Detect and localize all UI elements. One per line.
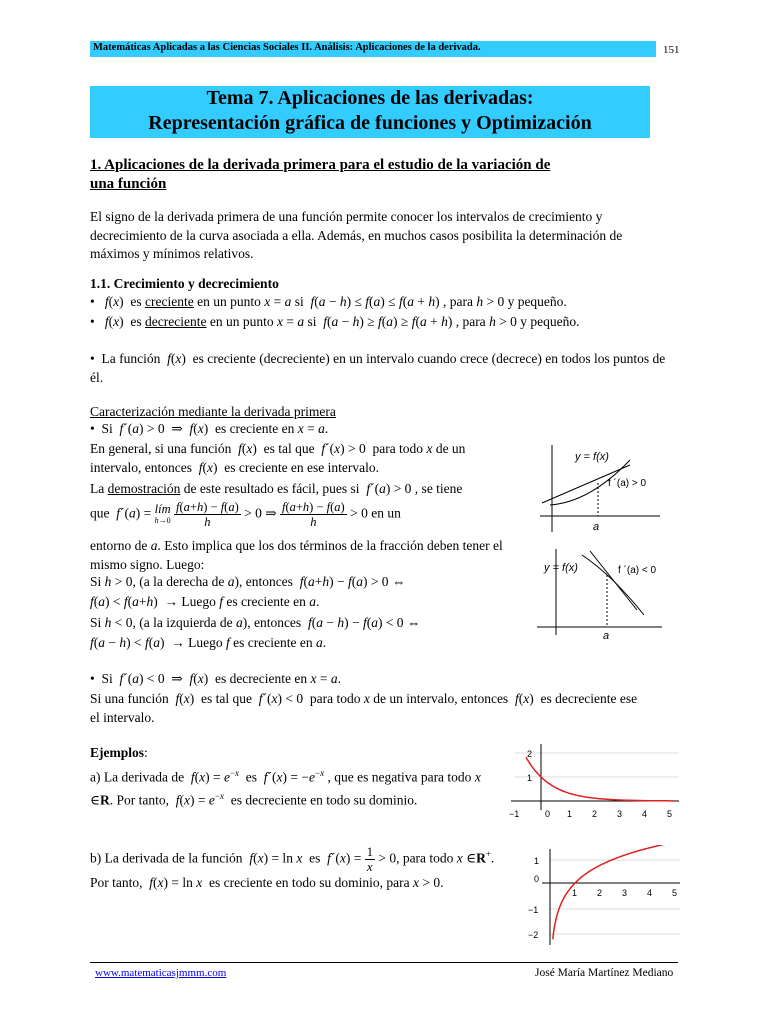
- plot-log-xtick: 3: [622, 888, 628, 898]
- example-a: a) La derivada de $f(x) = e^{-x}$ es f´(x) = $-e^{-x}$ , que es negativa para todo x ∈R. Por tanto, $f(x) = e^{-x}$ es decreciente en todo su dominio.: [90, 768, 481, 808]
- plot-exp-ytick: 1: [527, 773, 533, 783]
- section-heading-line2: una función: [90, 176, 167, 192]
- bullet-creciente: • f(x) es creciente en un punto x = a si f(a − h) ≤ f(a) ≤ f(a + h) , para h > 0 y pequeño.: [90, 294, 567, 309]
- footer-website-link[interactable]: www.matematicasjmmm.com: [95, 967, 227, 979]
- chapter-title-line2: Representación gráfica de funciones y Optimización: [148, 112, 592, 134]
- plot-exp-xtick: 2: [592, 809, 598, 819]
- plot-exp-ytick: 2: [527, 749, 533, 759]
- section-heading: [90, 156, 670, 194]
- examples-heading-label: Ejemplos: [90, 745, 144, 760]
- examples-heading: Ejemplos:: [90, 745, 148, 760]
- fig1-slope-label: f ´(a) > 0: [608, 478, 647, 489]
- rule-negative: • Si f´(a) < 0 ⇒ f(x) es decreciente en x = a.: [90, 671, 342, 686]
- plot-log-xtick: 2: [597, 888, 603, 898]
- demo-text: entorno de a. Esto implica que los dos términos de la fracción deben tener el mismo signo. Luego:: [90, 538, 503, 572]
- example-b: b) La derivada de la función f(x) = ln x es f´(x) = $\frac{1}{x}$ > 0, para todo x ∈R+. Por tanto, f(x) = ln x es creciente en todo su dominio, para x > 0.: [90, 845, 495, 890]
- plot-exp-xtick: 4: [642, 809, 648, 819]
- plot-log: [520, 845, 685, 950]
- subsection-heading: 1.1. Crecimiento y decrecimiento: [90, 276, 279, 291]
- fig2-point-label: a: [603, 630, 610, 640]
- plot-log-ytick: −1: [528, 905, 539, 915]
- plot-exp-curve: [526, 757, 674, 801]
- general-statement: En general, si una función f(x) es tal que f´(x) > 0 para todo x de un intervalo, entonces f(x) es creciente en ese intervalo.: [90, 441, 466, 475]
- fig2-curve: [582, 555, 644, 615]
- plot-log-ytick: 1: [534, 856, 540, 866]
- plot-log-ytick: −2: [528, 930, 539, 940]
- bullet-intervalo-text: es creciente (decreciente) en un intervalo cuando crece (decrece) en todos los puntos de él.: [90, 351, 666, 385]
- plot-exp-xtick: −1: [509, 809, 520, 819]
- plot-log-xtick: 4: [647, 888, 653, 898]
- section-heading-line1: 1. Aplicaciones de la derivada primera para el estudio de la variación de: [90, 157, 551, 173]
- demo-case-negative: Si h < 0, (a la izquierda de a), entonces f(a − h) − f(a) < 0 ⇔: [90, 615, 421, 630]
- plot-log-grid: [550, 860, 680, 934]
- plot-log-ytick: 0: [534, 874, 540, 884]
- demo-case-positive-2: f(a) < f(a+h) → Luego f es creciente en a.: [90, 594, 320, 609]
- creciente-word: creciente: [145, 294, 194, 309]
- bullet-intervalo: • La función f(x) es creciente (decreciente) en un intervalo cuando crece (decrece) en todos los puntos de él.: [90, 351, 666, 385]
- chapter-title-box: [90, 86, 650, 138]
- plot-exp-xtick: 0: [545, 809, 551, 819]
- fig2-slope-label: f ´(a) < 0: [618, 565, 657, 576]
- footer-author: José María Martínez Mediano: [535, 967, 674, 979]
- demo-case-positive: Si h > 0, (a la derecha de a), entonces f(a+h) − f(a) > 0 ⇔: [90, 574, 406, 589]
- fig1-point-label: a: [593, 521, 600, 533]
- caracterizacion-heading: Caracterización mediante la derivada primera: [90, 404, 336, 419]
- chapter-title-line1: Tema 7. Aplicaciones de las derivadas:: [206, 87, 534, 109]
- plot-exp-xtick: 5: [667, 809, 673, 819]
- footer-rule: [90, 962, 678, 963]
- intro-paragraph: El signo de la derivada primera de una función permite conocer los intervalos de crecimiento y decrecimiento de la curva asociada a ella. Además, en muchos casos posibilita la determinación de máximos y mínimos relativos.: [90, 209, 623, 261]
- plot-exp-xtick: 3: [617, 809, 623, 819]
- demo-intro: La demostración de este resultado es fácil, pues si f´(a) > 0 , se tiene: [90, 481, 463, 496]
- fig2-tangent: [590, 551, 637, 610]
- running-title: Matemáticas Aplicadas a las Ciencias Sociales II. Análisis: Aplicaciones de la derivada.: [93, 42, 481, 53]
- plot-log-xtick: 5: [672, 888, 678, 898]
- plot-exp-grid: [515, 753, 679, 801]
- demo-case-negative-2: f(a − h) < f(a) → Luego f es creciente en a.: [90, 635, 327, 650]
- plot-exp: [503, 740, 683, 825]
- demo-word: demostración: [107, 481, 181, 496]
- decreciente-word: decreciente: [145, 314, 207, 329]
- demo-formula: que f´(a) = lím h→0 $\frac{f(a+h) - f(a)}{h}$ > 0 ⇒ $\frac{f(a+h) - f(a)}{h}$ > 0 en un: [90, 500, 401, 529]
- plot-exp-xtick: 1: [567, 809, 573, 819]
- figure-increasing: [530, 440, 665, 540]
- rule-positive: • Si f´(a) > 0 ⇒ f(x) es creciente en x = a.: [90, 421, 329, 436]
- page-number: 151: [663, 44, 680, 56]
- figure-decreasing: [532, 545, 667, 640]
- decreasing-statement: Si una función f(x) es tal que f´(x) < 0 para todo x de un intervalo, entonces f(x) es decreciente ese el intervalo.: [90, 691, 638, 725]
- fig1-curve-label: y = f(x): [575, 451, 609, 463]
- fig2-curve-label: y = f(x): [544, 562, 578, 574]
- bullet-decreciente: • f(x) es decreciente en un punto x = a si f(a − h) ≥ f(a) ≥ f(a + h) , para h > 0 y pequeño.: [90, 314, 580, 329]
- plot-log-xtick: 1: [572, 888, 578, 898]
